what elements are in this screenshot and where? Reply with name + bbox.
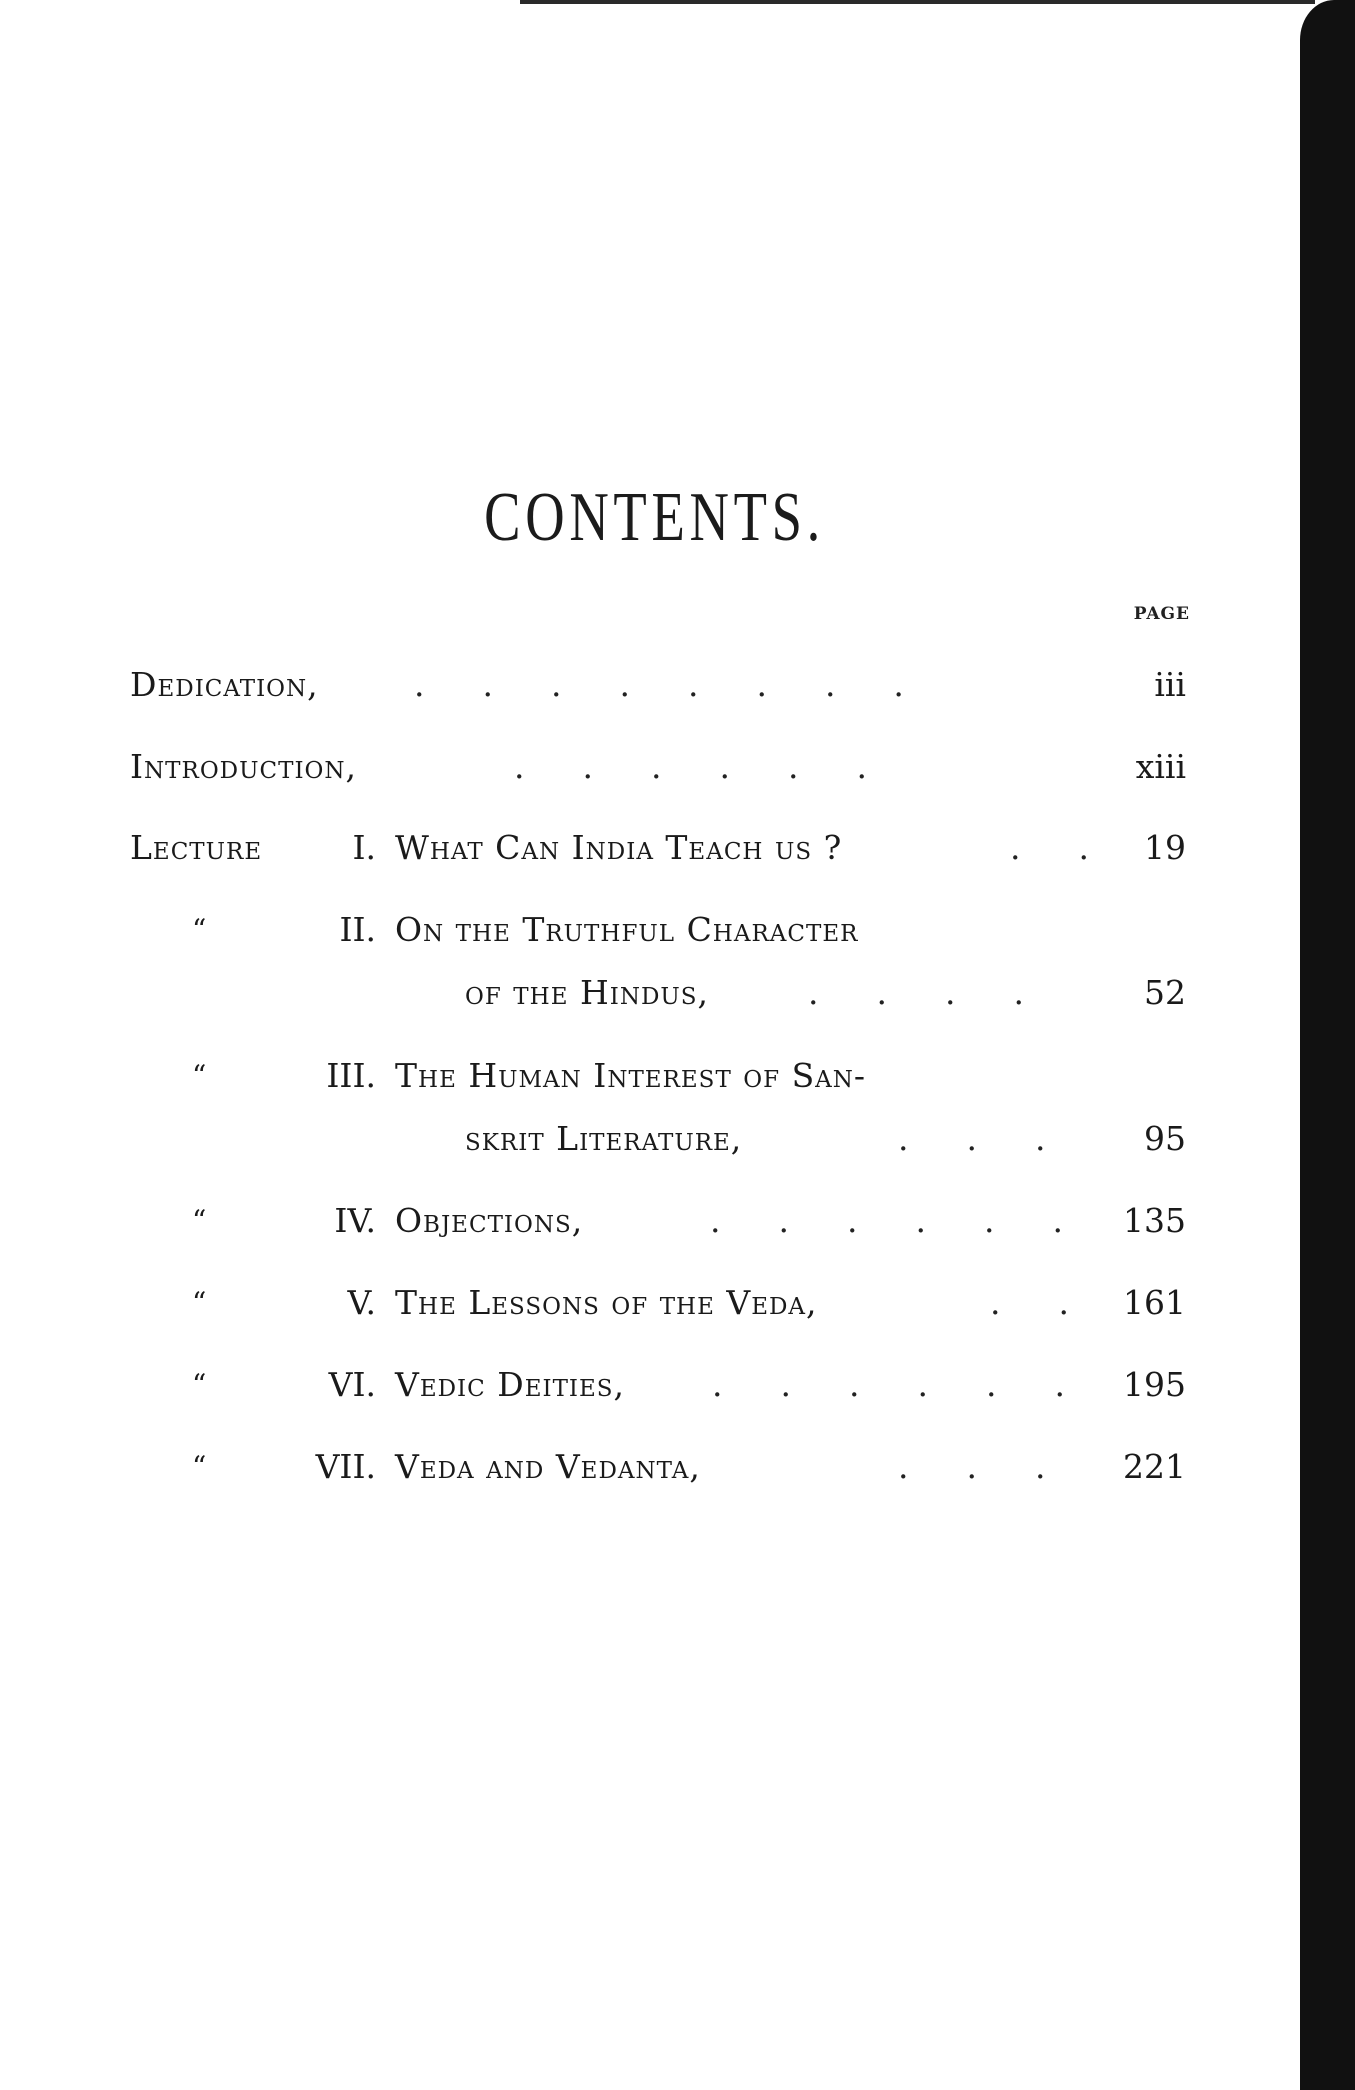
lecture-title: On the Truthful Character [395, 910, 859, 949]
ditto-mark: “ [192, 1450, 207, 1483]
lecture-numeral: IV. [334, 1201, 376, 1240]
lecture-title: The Lessons of the Veda, [395, 1283, 818, 1322]
scan-top-edge [520, 0, 1315, 4]
entry-label: Dedication, [130, 665, 319, 704]
entry-page: 19 [1144, 828, 1186, 867]
dot-leaders: .. [1010, 828, 1147, 867]
lecture-numeral: VI. [328, 1365, 376, 1404]
entry-page: 95 [1144, 1119, 1186, 1158]
entry-page: iii [1154, 665, 1186, 704]
dot-leaders: .... [808, 973, 1082, 1012]
contents-title: CONTENTS. [484, 479, 826, 556]
entry-page: 221 [1123, 1447, 1186, 1486]
lecture-title: What Can India Teach us ? [395, 828, 843, 867]
lecture-numeral: VII. [315, 1447, 376, 1486]
lecture-title-continuation: of the Hindus, [465, 973, 710, 1012]
dot-leaders: ... [898, 1119, 1104, 1158]
lecture-title: Vedic Deities, [395, 1365, 626, 1404]
dot-leaders: ... [898, 1447, 1104, 1486]
lecture-numeral: III. [326, 1056, 376, 1095]
lecture-numeral: II. [339, 910, 376, 949]
toc-entry-lecture-1[interactable] [0, 818, 1300, 878]
entry-page: 135 [1123, 1201, 1186, 1240]
dot-leaders: ...... [712, 1365, 1123, 1404]
lecture-title: Objections, [395, 1201, 584, 1240]
lecture-numeral: V. [347, 1283, 376, 1322]
ditto-mark: “ [192, 1059, 207, 1092]
toc-entry-lecture-7[interactable] [0, 1437, 1300, 1497]
toc-entry-lecture-4[interactable] [0, 1191, 1300, 1251]
ditto-mark: “ [192, 1286, 207, 1319]
toc-entry-introduction[interactable] [0, 737, 1300, 797]
entry-page: xiii [1135, 747, 1186, 786]
ditto-mark: “ [192, 1204, 207, 1237]
lecture-title: Veda and Vedanta, [395, 1447, 701, 1486]
toc-entry-lecture-2[interactable] [0, 900, 1300, 960]
toc-entry-lecture-3[interactable] [0, 1046, 1300, 1106]
toc-entry-lecture-2-continued[interactable] [0, 963, 1300, 1023]
ditto-mark: “ [192, 913, 207, 946]
toc-entry-lecture-6[interactable] [0, 1355, 1300, 1415]
lecture-title-continuation: skrit Literature, [465, 1119, 743, 1158]
lecture-numeral: I. [352, 828, 376, 867]
toc-entry-lecture-5[interactable] [0, 1273, 1300, 1333]
lecture-label: Lecture [130, 828, 263, 867]
dot-leaders: ........ [414, 665, 962, 704]
dot-leaders: ...... [710, 1201, 1121, 1240]
lecture-title: The Human Interest of San- [395, 1056, 867, 1095]
entry-page: 195 [1123, 1365, 1186, 1404]
toc-entry-dedication[interactable] [0, 655, 1300, 715]
entry-page: 52 [1144, 973, 1186, 1012]
ditto-mark: “ [192, 1368, 207, 1401]
scan-right-edge [1300, 0, 1355, 2090]
entry-page: 161 [1123, 1283, 1186, 1322]
toc-entry-lecture-3-continued[interactable] [0, 1109, 1300, 1169]
dot-leaders: ...... [514, 747, 925, 786]
entry-label: Introduction, [130, 747, 357, 786]
dot-leaders: .. [990, 1283, 1127, 1322]
page-column-header: PAGE [1133, 604, 1190, 624]
